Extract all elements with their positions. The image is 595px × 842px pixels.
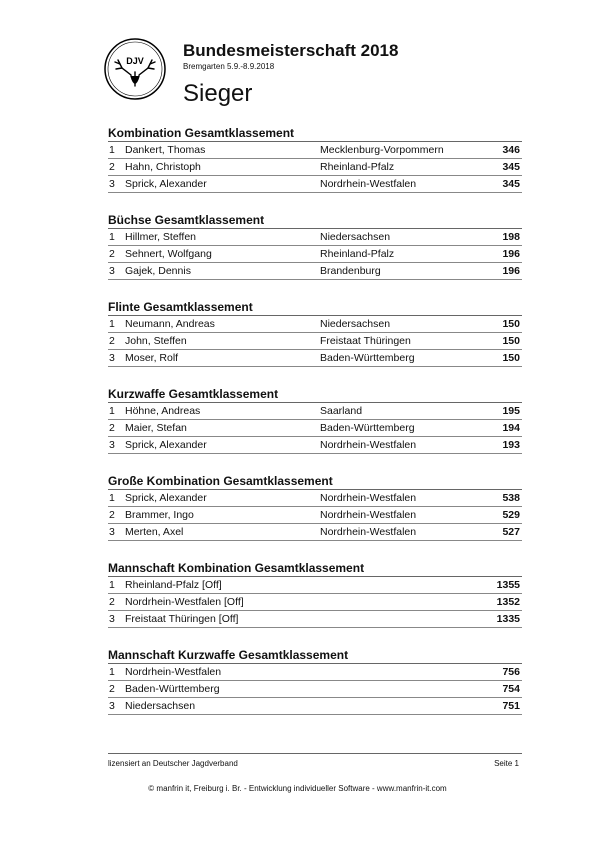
rank: 2: [109, 683, 115, 695]
result-row: [108, 229, 522, 246]
result-row: [108, 350, 522, 367]
rank: 1: [109, 666, 115, 678]
section-title: Mannschaft Kombination Gesamtklassement: [108, 557, 522, 577]
result-section: [108, 644, 522, 731]
result-section: [108, 296, 522, 383]
rank: 1: [109, 318, 115, 330]
state-name: Saarland: [320, 405, 363, 417]
state-name: Baden-Württemberg: [320, 422, 415, 434]
result-section: [108, 209, 522, 296]
section-title: Mannschaft Kurzwaffe Gesamtklassement: [108, 644, 522, 664]
result-row: [108, 246, 522, 263]
result-section: [108, 122, 522, 209]
rank: 1: [109, 492, 115, 504]
team-name: Rheinland-Pfalz [Off]: [125, 579, 222, 591]
rank: 2: [109, 248, 115, 260]
state-name: Rheinland-Pfalz: [320, 161, 395, 173]
competitor-name: Moser, Rolf: [125, 352, 179, 364]
score: 346: [502, 144, 520, 156]
score: 150: [502, 318, 520, 330]
result-row: [108, 577, 522, 594]
result-row: [108, 159, 522, 176]
section-title: Kombination Gesamtklassement: [108, 122, 522, 142]
competitor-name: Maier, Stefan: [125, 422, 187, 434]
state-name: Niedersachsen: [320, 231, 391, 243]
score: 196: [502, 265, 520, 277]
state-name: Nordrhein-Westfalen: [320, 526, 417, 538]
result-row: [108, 333, 522, 350]
score: 345: [502, 178, 520, 190]
rank: 3: [109, 439, 115, 451]
rank: 2: [109, 161, 115, 173]
result-row: [108, 611, 522, 628]
result-row: [108, 524, 522, 541]
result-row: [108, 437, 522, 454]
state-name: Nordrhein-Westfalen: [320, 178, 417, 190]
rank: 1: [109, 144, 115, 156]
score: 196: [502, 248, 520, 260]
result-section: [108, 470, 522, 557]
competitor-name: Sprick, Alexander: [125, 178, 207, 190]
competitor-name: Merten, Axel: [125, 526, 184, 538]
score: 756: [502, 666, 520, 678]
state-name: Nordrhein-Westfalen: [320, 509, 417, 521]
competitor-name: Hahn, Christoph: [125, 161, 201, 173]
rank: 3: [109, 613, 115, 625]
team-name: Nordrhein-Westfalen: [125, 666, 222, 678]
state-name: Nordrhein-Westfalen: [320, 439, 417, 451]
result-row: [108, 263, 522, 280]
score: 1355: [496, 579, 520, 591]
score: 538: [502, 492, 520, 504]
score: 150: [502, 352, 520, 364]
rank: 3: [109, 178, 115, 190]
logo-text: DJV: [126, 56, 144, 66]
team-name: Freistaat Thüringen [Off]: [125, 613, 239, 625]
score: 150: [502, 335, 520, 347]
logo-circle: [105, 39, 165, 99]
result-row: [108, 698, 522, 715]
competitor-name: Dankert, Thomas: [125, 144, 206, 156]
score: 195: [502, 405, 520, 417]
competitor-name: Sprick, Alexander: [125, 439, 207, 451]
result-row: [108, 490, 522, 507]
score: 751: [502, 700, 520, 712]
result-row: [108, 507, 522, 524]
score: 194: [502, 422, 520, 434]
rank: 2: [109, 509, 115, 521]
result-row: [108, 420, 522, 437]
result-row: [108, 176, 522, 193]
section-title: Kurzwaffe Gesamtklassement: [108, 383, 522, 403]
team-name: Baden-Württemberg: [125, 683, 220, 695]
result-section: [108, 383, 522, 470]
rank: 2: [109, 422, 115, 434]
result-row: [108, 316, 522, 333]
rank: 3: [109, 265, 115, 277]
competitor-name: Sprick, Alexander: [125, 492, 207, 504]
rank: 3: [109, 352, 115, 364]
competitor-name: Brammer, Ingo: [125, 509, 194, 521]
score: 1352: [496, 596, 520, 608]
rank: 2: [109, 596, 115, 608]
rank: 2: [109, 335, 115, 347]
section-title: Große Kombination Gesamtklassement: [108, 470, 522, 490]
section-title: Büchse Gesamtklassement: [108, 209, 522, 229]
score: 754: [502, 683, 520, 695]
rank: 3: [109, 700, 115, 712]
state-name: Nordrhein-Westfalen: [320, 492, 417, 504]
score: 527: [502, 526, 520, 538]
competitor-name: Sehnert, Wolfgang: [125, 248, 212, 260]
copyright-note: © manfrin it, Freiburg i. Br. - Entwicklung individueller Software - www.manfrin-it.com: [148, 784, 447, 793]
result-row: [108, 403, 522, 420]
state-name: Freistaat Thüringen: [320, 335, 411, 347]
state-name: Mecklenburg-Vorpommern: [320, 144, 444, 156]
result-row: [108, 142, 522, 159]
score: 1335: [496, 613, 520, 625]
rank: 1: [109, 579, 115, 591]
djv-logo: [104, 38, 166, 100]
score: 345: [502, 161, 520, 173]
state-name: Brandenburg: [320, 265, 381, 277]
result-row: [108, 664, 522, 681]
section-title: Flinte Gesamtklassement: [108, 296, 522, 316]
result-section: [108, 557, 522, 644]
competitor-name: Gajek, Dennis: [125, 265, 191, 277]
rank: 1: [109, 231, 115, 243]
page-heading: Sieger: [183, 80, 253, 107]
event-subtitle: Bremgarten 5.9.-8.9.2018: [183, 62, 275, 71]
score: 193: [502, 439, 520, 451]
license-note: lizensiert an Deutscher Jagdverband: [108, 759, 238, 768]
result-row: [108, 681, 522, 698]
team-name: Niedersachsen: [125, 700, 196, 712]
state-name: Niedersachsen: [320, 318, 391, 330]
page-number: Seite 1: [494, 759, 519, 768]
results-sections: [108, 122, 522, 731]
score: 529: [502, 509, 520, 521]
competitor-name: Hillmer, Steffen: [125, 231, 197, 243]
state-name: Baden-Württemberg: [320, 352, 415, 364]
competitor-name: Höhne, Andreas: [125, 405, 201, 417]
score: 198: [502, 231, 520, 243]
state-name: Rheinland-Pfalz: [320, 248, 395, 260]
footer-divider: [108, 753, 522, 754]
rank: 1: [109, 405, 115, 417]
rank: 3: [109, 526, 115, 538]
competitor-name: John, Steffen: [125, 335, 187, 347]
result-row: [108, 594, 522, 611]
team-name: Nordrhein-Westfalen [Off]: [125, 596, 244, 608]
competitor-name: Neumann, Andreas: [125, 318, 215, 330]
document-title: Bundesmeisterschaft 2018: [183, 41, 399, 60]
